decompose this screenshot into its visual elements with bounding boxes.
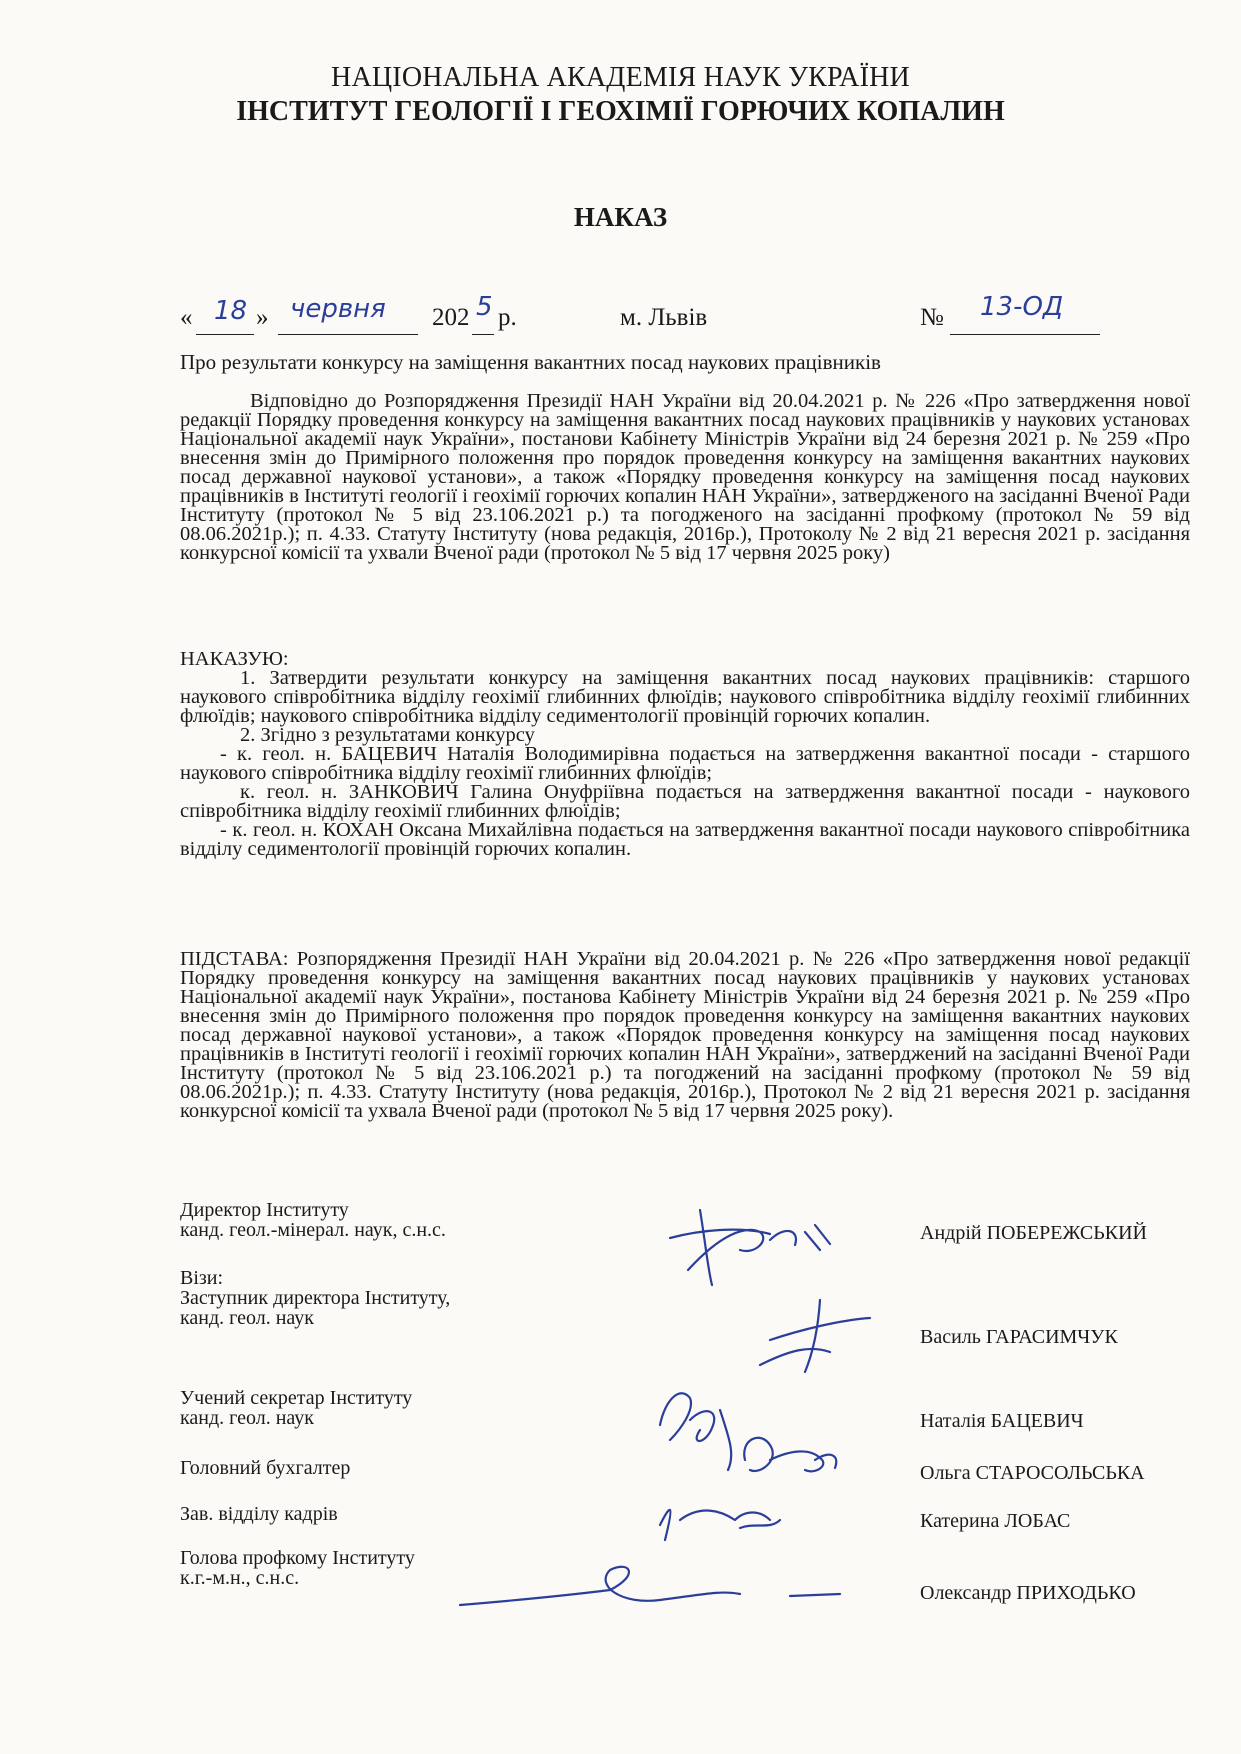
order-item-2: 2. Згідно з результатами конкурсу xyxy=(240,724,535,746)
year-suffix: р. xyxy=(498,304,517,331)
hr-name: Катерина ЛОБАС xyxy=(920,1510,1071,1532)
date-month: червня xyxy=(290,294,386,324)
number-underline xyxy=(950,334,1100,335)
deputy-signature xyxy=(760,1300,870,1372)
hr-signature xyxy=(660,1510,780,1540)
order-section xyxy=(180,650,1190,859)
director-name: Андрій ПОБЕРЕЖСЬКИЙ xyxy=(920,1222,1147,1244)
order-heading: НАКАЗУЮ: xyxy=(180,648,289,670)
secretary-block xyxy=(180,1388,412,1428)
date-line xyxy=(180,292,1120,340)
order-person-3: - к. геол. н. КОХАН Оксана Михайлівна подається на затвердження вакантної посади наукового співробітника відділу седиментології провінцій горючих копалин. xyxy=(180,819,1190,860)
secretary-signature xyxy=(660,1393,731,1470)
year-prefix: 202 xyxy=(432,304,470,331)
deputy-block xyxy=(180,1268,450,1328)
deputy-name: Василь ГАРАСИМЧУК xyxy=(920,1326,1118,1348)
basis-text: ПІДСТАВА: Розпорядження Президії НАН України від 20.04.2021 р. № 226 «Про затвердження нової редакції Порядку проведення конкурсу на заміщення вакантних посад наукових працівників у наукових установах Національної академії наук України», постанова Кабінету Міністрів України від 24 березня 2021 р. № 259 «Про внесення змін до Примірного положення про порядок проведення конкурсу на заміщення вакантних наукових посад державної наукової установи», а також «Порядок проведення конкурсу на заміщення посад наукових працівників в Інституті геології і геохімії горючих копалин НАН України», затверджений на засіданні Вченої Ради Інституту (протокол № 5 від 23.106.2021 р.) та погоджений на засіданні профкому (протокол № 59 від 08.06.2021р.); п. 4.33. Статуту Інституту (нова редакція, 2016р.), Протокол № 2 від 21 вересня 2021 р. засідання конкурсної комісії та ухвала Вченої ради (протокол № 5 від 17 червня 2025 року). xyxy=(180,948,1190,1122)
order-subject: Про результати конкурсу на заміщення вакантних посад наукових працівників xyxy=(180,350,881,374)
header-institute: ІНСТИТУТ ГЕОЛОГІЇ І ГЕОХІМІЇ ГОРЮЧИХ КОПАЛИН xyxy=(236,96,1005,127)
visas-label: Візи: xyxy=(180,1267,224,1289)
union-name: Олександр ПРИХОДЬКО xyxy=(920,1582,1136,1604)
union-block xyxy=(180,1548,415,1588)
secretary-degree: канд. геол. наук xyxy=(180,1407,314,1429)
accountant-name: Ольга СТАРОСОЛЬСЬКА xyxy=(920,1462,1145,1484)
union-title: Голова профкому Інституту xyxy=(180,1547,415,1569)
document-title: НАКАЗ xyxy=(573,202,668,232)
union-signature xyxy=(460,1567,840,1605)
order-person-1: - к. геол. н. БАЦЕВИЧ Наталія Володимирівна подається на затвердження вакантної посади - старшого наукового співробітника відділу геохімії глибинних флюїдів; xyxy=(180,743,1190,784)
secretary-name: Наталія БАЦЕВИЧ xyxy=(920,1410,1084,1432)
deputy-degree: канд. геол. наук xyxy=(180,1307,314,1329)
director-title: Директор Інституту xyxy=(180,1199,349,1221)
city: м. Львів xyxy=(620,304,708,331)
union-degree: к.г.-м.н., с.н.с. xyxy=(180,1567,300,1589)
accountant-title: Головний бухгалтер xyxy=(180,1457,351,1479)
hr-title: Зав. відділу кадрів xyxy=(180,1503,338,1525)
close-quote: » xyxy=(256,304,269,331)
open-quote: « xyxy=(180,304,193,331)
order-number: 13-ОД xyxy=(980,292,1064,322)
deputy-title: Заступник директора Інституту, xyxy=(180,1287,451,1309)
basis-section xyxy=(180,950,1190,1121)
director-signature xyxy=(670,1210,830,1285)
month-underline xyxy=(278,334,418,335)
year-underline xyxy=(472,334,494,335)
date-day: 18 xyxy=(214,296,248,326)
order-person-2: к. геол. н. ЗАНКОВИЧ Галина Онуфріївна подається на затвердження вакантної посади - наукового співробітника відділу геохімії глибинних флюїдів; xyxy=(180,781,1190,822)
number-label: № xyxy=(920,304,944,331)
header-academy: НАЦІОНАЛЬНА АКАДЕМІЯ НАУК УКРАЇНИ xyxy=(331,62,910,93)
year-digit: 5 xyxy=(476,292,493,322)
accountant-signature xyxy=(744,1438,836,1472)
day-underline xyxy=(196,334,254,335)
preamble-text: Відповідно до Розпорядження Президії НАН України від 20.04.2021 р. № 226 «Про затвердження нової редакції Порядку проведення конкурсу на заміщення вакантних посад наукових працівників у наукових установах Національної академії наук України», постанови Кабінету Міністрів України від 24 березня 2021 р. № 259 «Про внесення змін до Примірного положення про порядок проведення конкурсу на заміщення вакантних наукових посад державної наукової установи», а також «Порядку проведення конкурсу на заміщення посад наукових працівників в Інституті геології і геохімії горючих копалин НАН України», затвердженого на засіданні Вченої Ради Інституту (протокол № 5 від 23.106.2021 р.) та погодженого на засіданні профкому (протокол № 59 від 08.06.2021р.); п. 4.33. Статуту Інституту (нова редакція, 2016р.), Протоколу № 2 від 21 вересня 2021 р. засідання конкурсної комісії та ухвали Вченої ради (протокол № 5 від 17 червня 2025 року) xyxy=(180,390,1190,564)
secretary-title: Учений секретар Інституту xyxy=(180,1387,413,1409)
preamble xyxy=(180,392,1190,563)
director-degree: канд. геол.-мінерал. наук, с.н.с. xyxy=(180,1219,446,1241)
director-block xyxy=(180,1200,446,1240)
order-item-1: 1. Затвердити результати конкурсу на заміщення вакантних посад наукових працівників: старшого наукового співробітника відділу геохімії глибинних флюїдів; наукового співробітника відділу геохімії глибинних флюїдів; наукового співробітника відділу седиментології провінцій горючих копалин. xyxy=(180,667,1190,727)
